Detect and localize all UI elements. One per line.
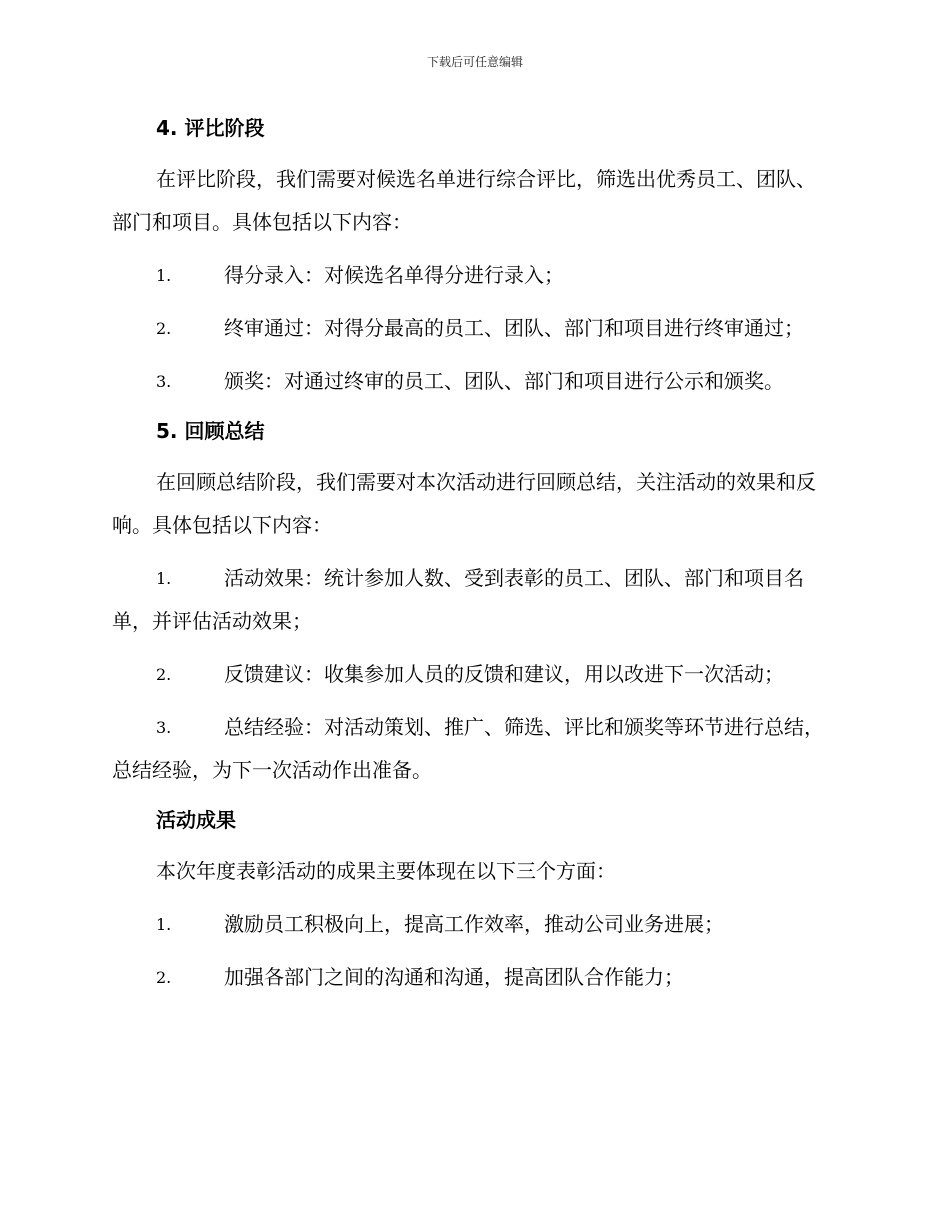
list-item-number: 3. <box>156 372 172 391</box>
list-item <box>112 706 834 792</box>
list-item <box>112 254 834 297</box>
list-item-number: 1. <box>156 915 172 934</box>
list-item-number: 1. <box>156 569 172 588</box>
list-item <box>112 307 834 350</box>
list-item <box>112 360 834 403</box>
list-item-text: 终审通过：对得分最高的员工、团队、部门和项目进行终审通过； <box>224 316 804 340</box>
list-item <box>112 903 834 946</box>
list-item-number: 2. <box>156 665 172 684</box>
section-4-intro: 在评比阶段，我们需要对候选名单进行综合评比，筛选出优秀员工、团队、部门和项目。具体包括以下内容： <box>112 167 816 234</box>
list-item-text: 颁奖：对通过终审的员工、团队、部门和项目进行公示和颁奖。 <box>224 369 784 393</box>
list-item <box>112 653 834 696</box>
section-5-intro: 在回顾总结阶段，我们需要对本次活动进行回顾总结，关注活动的效果和反响。具体包括以下内容： <box>112 470 816 537</box>
results-intro: 本次年度表彰活动的成果主要体现在以下三个方面： <box>156 859 616 883</box>
section-heading-results: 活动成果 <box>156 808 236 832</box>
list-item <box>112 956 834 999</box>
document-body <box>112 110 834 999</box>
list-item-number: 1. <box>156 266 172 285</box>
list-item-text: 活动效果：统计参加人数、受到表彰的员工、团队、部门和项目名单，并评估活动效果； <box>112 566 804 633</box>
list-item-number: 2. <box>156 968 172 987</box>
list-item-text: 总结经验：对活动策划、推广、筛选、评比和颁奖等环节进行总结，总结经验，为下一次活动作出准备。 <box>112 715 824 782</box>
section-heading-4: 4. 评比阶段 <box>156 116 265 140</box>
list-item-text: 加强各部门之间的沟通和沟通，提高团队合作能力； <box>224 965 684 989</box>
page-header: 下载后可任意编辑 <box>426 55 523 69</box>
list-item-text: 激励员工积极向上，提高工作效率，推动公司业务进展； <box>224 912 724 936</box>
list-item-text: 反馈建议：收集参加人员的反馈和建议，用以改进下一次活动； <box>224 662 784 686</box>
section-heading-5: 5. 回顾总结 <box>156 419 265 443</box>
list-item-text: 得分录入：对候选名单得分进行录入； <box>224 263 564 287</box>
list-item-number: 3. <box>156 718 172 737</box>
list-item <box>112 557 834 643</box>
list-item-number: 2. <box>156 319 172 338</box>
